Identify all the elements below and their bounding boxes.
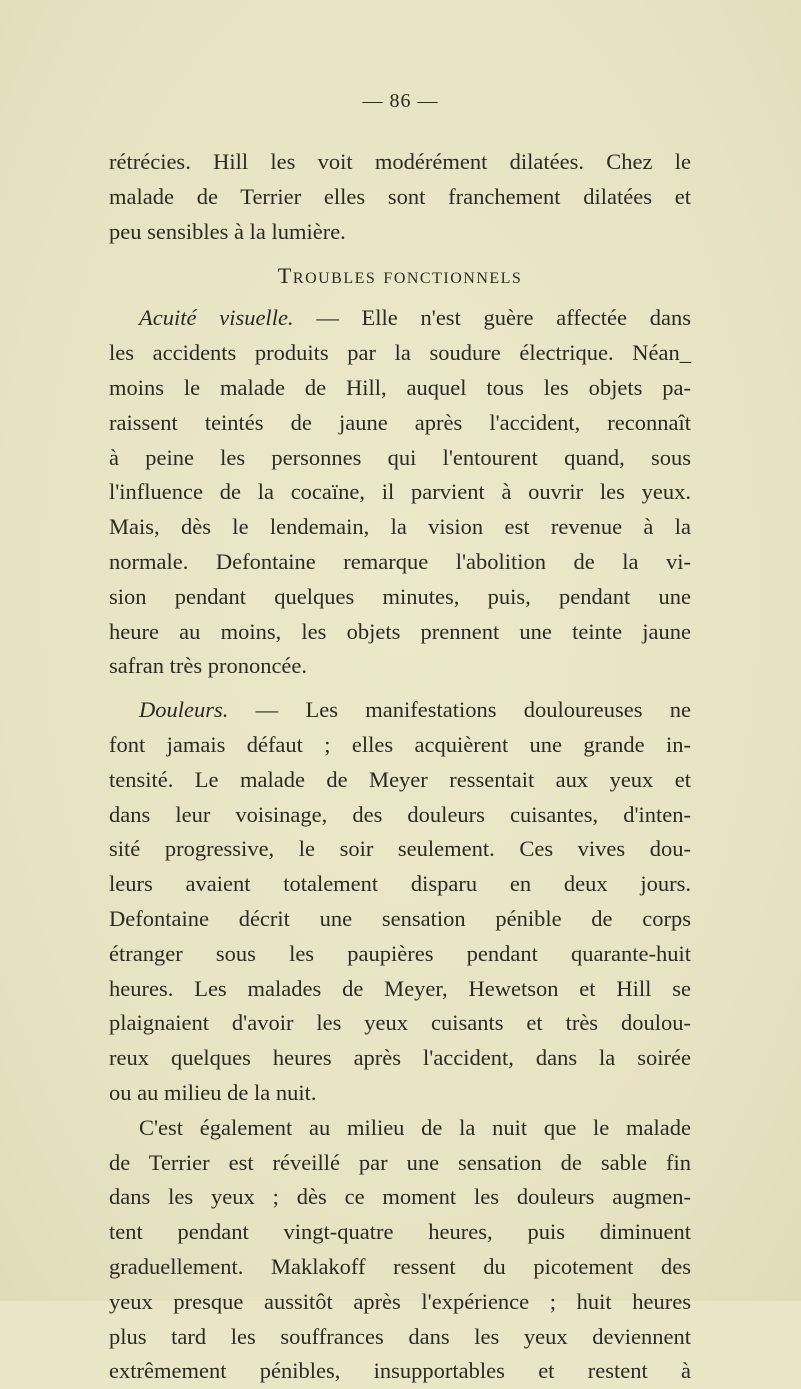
paragraph-first-line [109,301,691,336]
section-heading: Troubles fonctionnels [277,263,523,289]
text-line: C'est également au milieu de la nuit que le malade [139,1114,691,1140]
text-line: extrêmement pénibles, insupportables et restent à [109,1358,691,1384]
text-line: dans les yeux ; dès ce moment les douleurs augmen- [109,1184,691,1210]
text-line: Mais, dès le lendemain, la vision est revenue à la [109,514,691,540]
text-line: graduellement. Maklakoff ressent du picotement des [109,1253,691,1279]
text-line: safran très prononcée. [109,653,308,679]
text-line: reux quelques heures après l'accident, dans la soirée [109,1045,691,1071]
text-line: sité progressive, le soir seulement. Ces vives dou- [109,836,691,862]
text-line: plaignaient d'avoir les yeux cuisants et très doulou- [109,1010,691,1036]
text-line: moins le malade de Hill, auquel tous les objets pa- [109,374,691,400]
text-line: les accidents produits par la soudure électrique. Néan_ [109,340,691,366]
text-line: malade de Terrier elles sont franchement dilatées et [109,183,691,209]
text-line: l'influence de la cocaïne, il parvient à ouvrir les yeux. [109,479,691,505]
text-line: de Terrier est réveillé par une sensation de sable fin [109,1149,691,1175]
text-line: plus tard les souffrances dans les yeux deviennent [109,1323,691,1349]
text-line: peu sensibles à la lumière. [109,218,346,244]
text-line: heures. Les malades de Meyer, Hewetson et Hill se [109,975,691,1001]
text-line: normale. Defontaine remarque l'abolition de la vi- [109,548,691,574]
text-line: heure au moins, les objets prennent une teinte jaune [109,618,691,644]
text-line: dans leur voisinage, des douleurs cuisantes, d'inten- [109,801,691,827]
text-line: yeux presque aussitôt après l'expérience ; huit heures [109,1288,691,1314]
text-line: ou au milieu de la nuit. [109,1079,317,1105]
paragraph-label-acuite: Acuité visuelle. [139,305,294,331]
text-line: tensité. Le malade de Meyer ressentait aux yeux et [109,766,691,792]
text-line: tent pendant vingt-quatre heures, puis diminuent [109,1219,691,1245]
text-fragment: — Les manifestations douloureuses ne [255,697,691,723]
text-line: à peine les personnes qui l'entourent quand, sous [109,444,691,470]
body-text [109,145,691,1389]
paragraph-gap [109,684,691,693]
text-line: font jamais défaut ; elles acquièrent une grande in- [109,731,691,757]
text-line: Defontaine décrit une sensation pénible de corps [109,905,691,931]
page-number: — 86 — [362,90,439,112]
paragraph-first-line [109,693,691,728]
text-line: leurs avaient totalement disparu en deux jours. [109,871,691,897]
text-line: raissent teintés de jaune après l'accident, reconnaît [109,409,691,435]
paragraph-label-douleurs: Douleurs. [139,697,229,723]
text-line: rétrécies. Hill les voit modérément dilatées. Chez le [109,149,691,174]
text-line: étranger sous les paupières pendant quarante-huit [109,940,691,966]
text-fragment: — Elle n'est guère affectée dans [316,305,691,331]
text-line: sion pendant quelques minutes, puis, pendant une [109,583,691,609]
